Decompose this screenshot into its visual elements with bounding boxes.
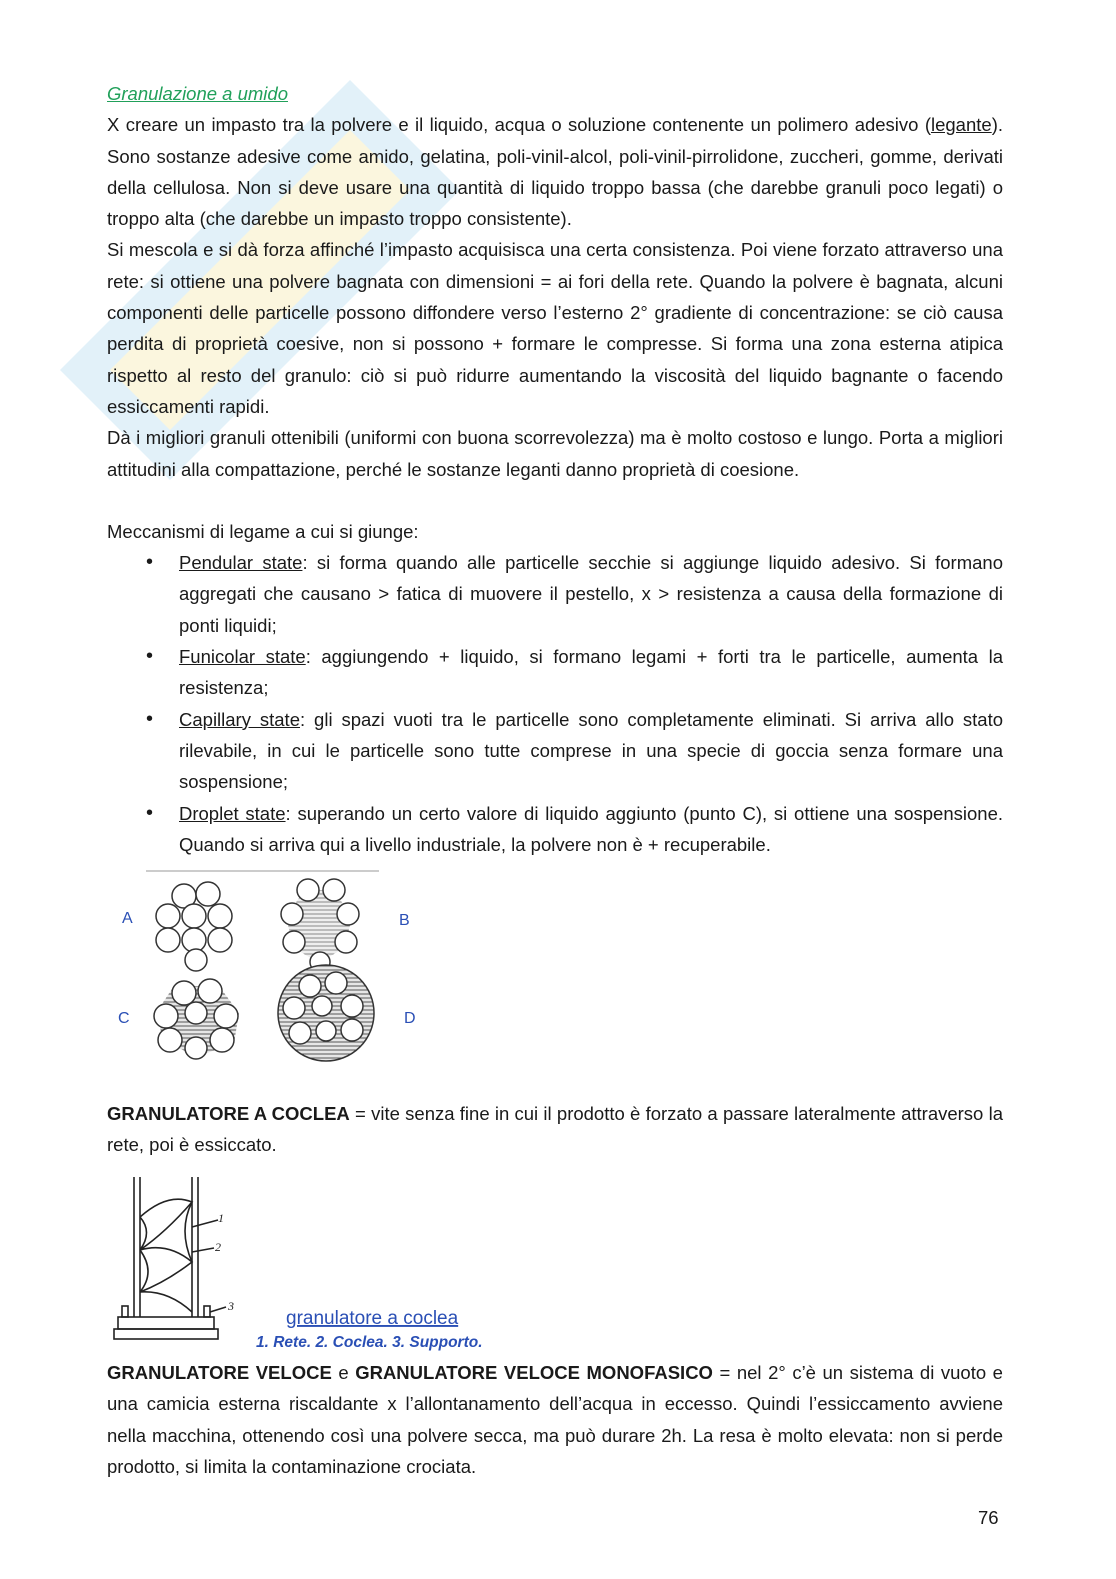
figure-particle-states bbox=[104, 868, 424, 1063]
section-coclea: GRANULATORE A COCLEA = vite senza fine in cui il prodotto è forzato a passare lateralmente attraverso la rete, poi è essiccato. bbox=[107, 1103, 1003, 1156]
figure-caption-legend: 1. Rete. 2. Coclea. 3. Supporto. bbox=[256, 1334, 483, 1351]
figure-granulatore-coclea bbox=[108, 1172, 528, 1352]
mechanisms-list bbox=[107, 547, 1003, 860]
figure-number-2: 2 bbox=[215, 1240, 221, 1254]
page-number: 76 bbox=[978, 1507, 999, 1528]
figure-number-1: 1 bbox=[218, 1211, 224, 1225]
term-legante: legante bbox=[930, 114, 992, 136]
figure-number-3: 3 bbox=[228, 1299, 234, 1313]
list-item: • Capillary state: gli spazi vuoti tra le particelle sono completamente eliminati. Si arriva allo stato rilevabile, in cui le particelle sono tutte comprese in una specie di goccia senza formare una sospensione; bbox=[179, 704, 1003, 798]
list-item: • Droplet state: superando un certo valore di liquido aggiunto (punto C), si ottiene una sospensione. Quando si arriva qui a livello industriale, la polvere non è + recuperabile. bbox=[179, 798, 1003, 861]
section-title-granulazione[interactable]: Granulazione a umido bbox=[107, 83, 288, 104]
mechanisms-intro: Meccanismi di legame a cui si giunge: bbox=[107, 520, 419, 542]
term-granulatore-coclea: GRANULATORE A COCLEA bbox=[107, 1103, 350, 1124]
paragraph-3: Dà i migliori granuli ottenibili (uniformi con buona scorrevolezza) ma è molto costoso e lungo. Porta a migliori attitudini alla compattazione, perché le sostanze leganti danno proprietà di coesione. bbox=[107, 427, 1003, 480]
section-granulatore-veloce: GRANULATORE VELOCE e GRANULATORE VELOCE MONOFASICO = nel 2° c’è un sistema di vuoto e una camicia esterna riscaldante x l’allontanamento dell’acqua in eccesso. Quindi l’essiccamento avviene nella macchina, ottenendo così una polvere secca, ma può durare 2h. La resa è molto elevata: non si perde prodotto, si limita la contaminazione crociata. bbox=[107, 1362, 1003, 1477]
term-granulatore-veloce: GRANULATORE VELOCE bbox=[107, 1362, 332, 1383]
paragraph-2: Si mescola e si dà forza affinché l’impasto acquisisca una certa consistenza. Poi viene forzato attraverso una rete: si ottiene una polvere bagnata con dimensioni = ai fori della rete. Quando la polvere è bagnata, alcuni componenti delle particelle possono diffondere verso l’esterno 2° gradiente di concentrazione: se ciò causa perdita di proprietà coesive, non si possono + formare le compresse. Si forma una zona esterna atipica rispetto al resto del granulo: ciò si può ridurre aumentando la viscosità del liquido bagnante o facendo essiccamenti rapidi. bbox=[107, 239, 1003, 417]
figure-caption-title: granulatore a coclea bbox=[286, 1308, 459, 1329]
figure-label-d: D bbox=[404, 1010, 416, 1027]
paragraph-1: X creare un impasto tra la polvere e il liquido, acqua o soluzione contenente un polimero adesivo (legante). Sono sostanze adesive come amido, gelatina, poli-vinil-alcol, poli-vinil-pirrolidone, zuccheri, gomme, derivati della cellulosa. Non si deve usare una quantità di liquido troppo bassa (che darebbe granuli poco legati) o troppo alta (che darebbe un impasto troppo consistente). bbox=[107, 114, 1003, 230]
main-content bbox=[107, 78, 1003, 860]
figure-label-c: C bbox=[118, 1010, 130, 1027]
figure-label-a: A bbox=[122, 910, 133, 927]
list-item: • Funicolar state: aggiungendo + liquido, si formano legami + forti tra le particelle, aumenta la resistenza; bbox=[179, 641, 1003, 704]
term-granulatore-monofasico: GRANULATORE VELOCE MONOFASICO bbox=[355, 1362, 713, 1383]
figure-label-b: B bbox=[399, 912, 410, 929]
list-item: • Pendular state: si forma quando alle particelle secchie si aggiunge liquido adesivo. Si formano aggregati che causano > fatica di muovere il pestello, x > resistenza a causa della formazione di ponti liquidi; bbox=[179, 547, 1003, 641]
